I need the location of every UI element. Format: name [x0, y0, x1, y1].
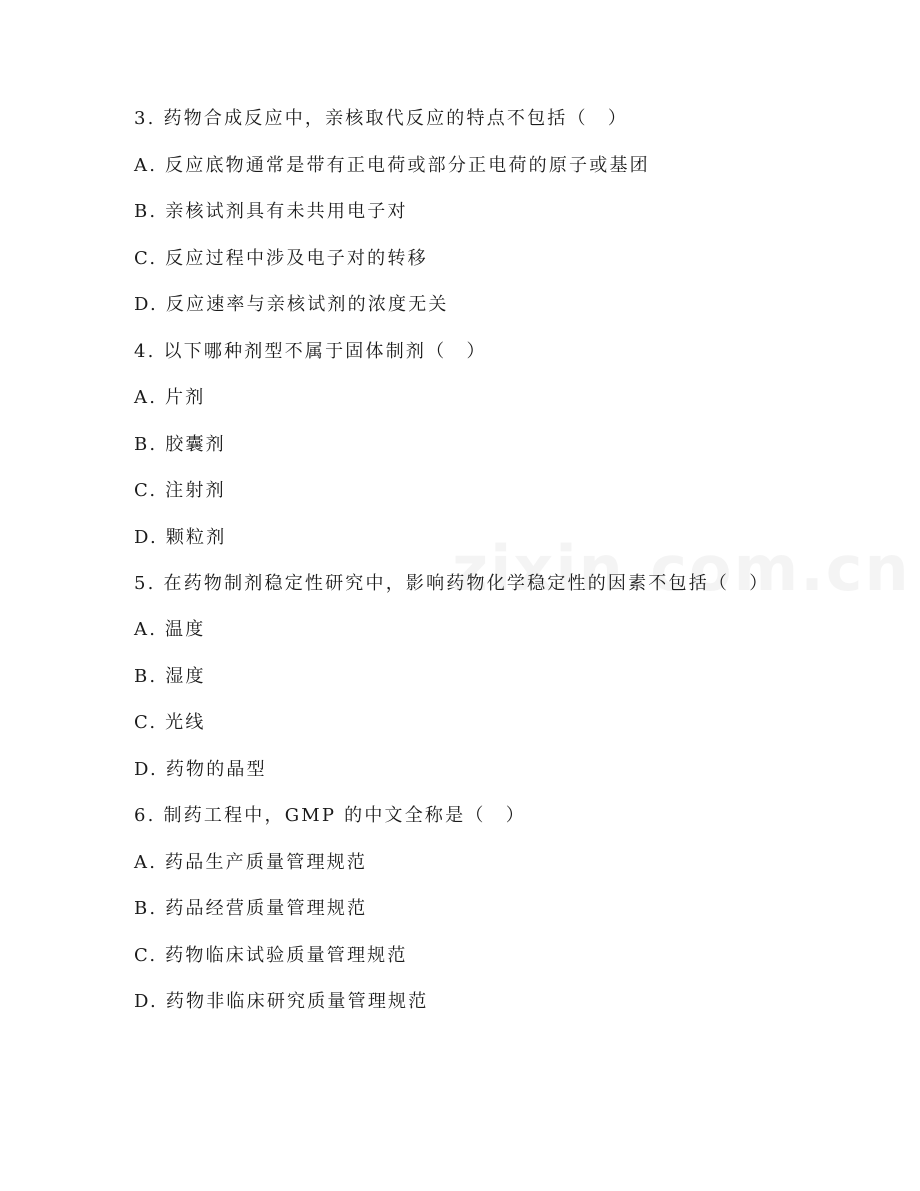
option-a: A. 片剂 — [134, 387, 206, 408]
question-stem: 5. 在药物制剂稳定性研究中，影响药物化学稳定性的因素不包括（ ） — [134, 573, 770, 594]
option-a: A. 温度 — [134, 619, 206, 640]
option-d: D. 药物非临床研究质量管理规范 — [134, 991, 429, 1012]
option-b: B. 胶囊剂 — [134, 433, 226, 455]
option-a: A. 反应底物通常是带有正电荷或部分正电荷的原子或基团 — [134, 154, 650, 176]
option-b: B. 湿度 — [134, 665, 206, 687]
option-c: C. 光线 — [134, 712, 206, 733]
option-b: B. 亲核试剂具有未共用电子对 — [134, 201, 408, 222]
option-b: B. 药品经营质量管理规范 — [134, 898, 368, 919]
option-d: D. 颗粒剂 — [134, 526, 227, 548]
question-stem: 6. 制药工程中，GMP 的中文全称是（ ） — [134, 805, 526, 826]
option-d: D. 反应速率与亲核试剂的浓度无关 — [134, 294, 449, 315]
option-a: A. 药品生产质量管理规范 — [134, 851, 368, 873]
option-c: C. 药物临床试验质量管理规范 — [134, 944, 408, 966]
option-d: D. 药物的晶型 — [134, 758, 267, 780]
option-c: C. 注射剂 — [134, 480, 226, 501]
question-stem: 4. 以下哪种剂型不属于固体制剂（ ） — [134, 340, 487, 362]
question-list — [134, 107, 774, 1037]
option-c: C. 反应过程中涉及电子对的转移 — [134, 247, 428, 269]
question-stem: 3. 药物合成反应中，亲核取代反应的特点不包括（ ） — [134, 108, 629, 129]
